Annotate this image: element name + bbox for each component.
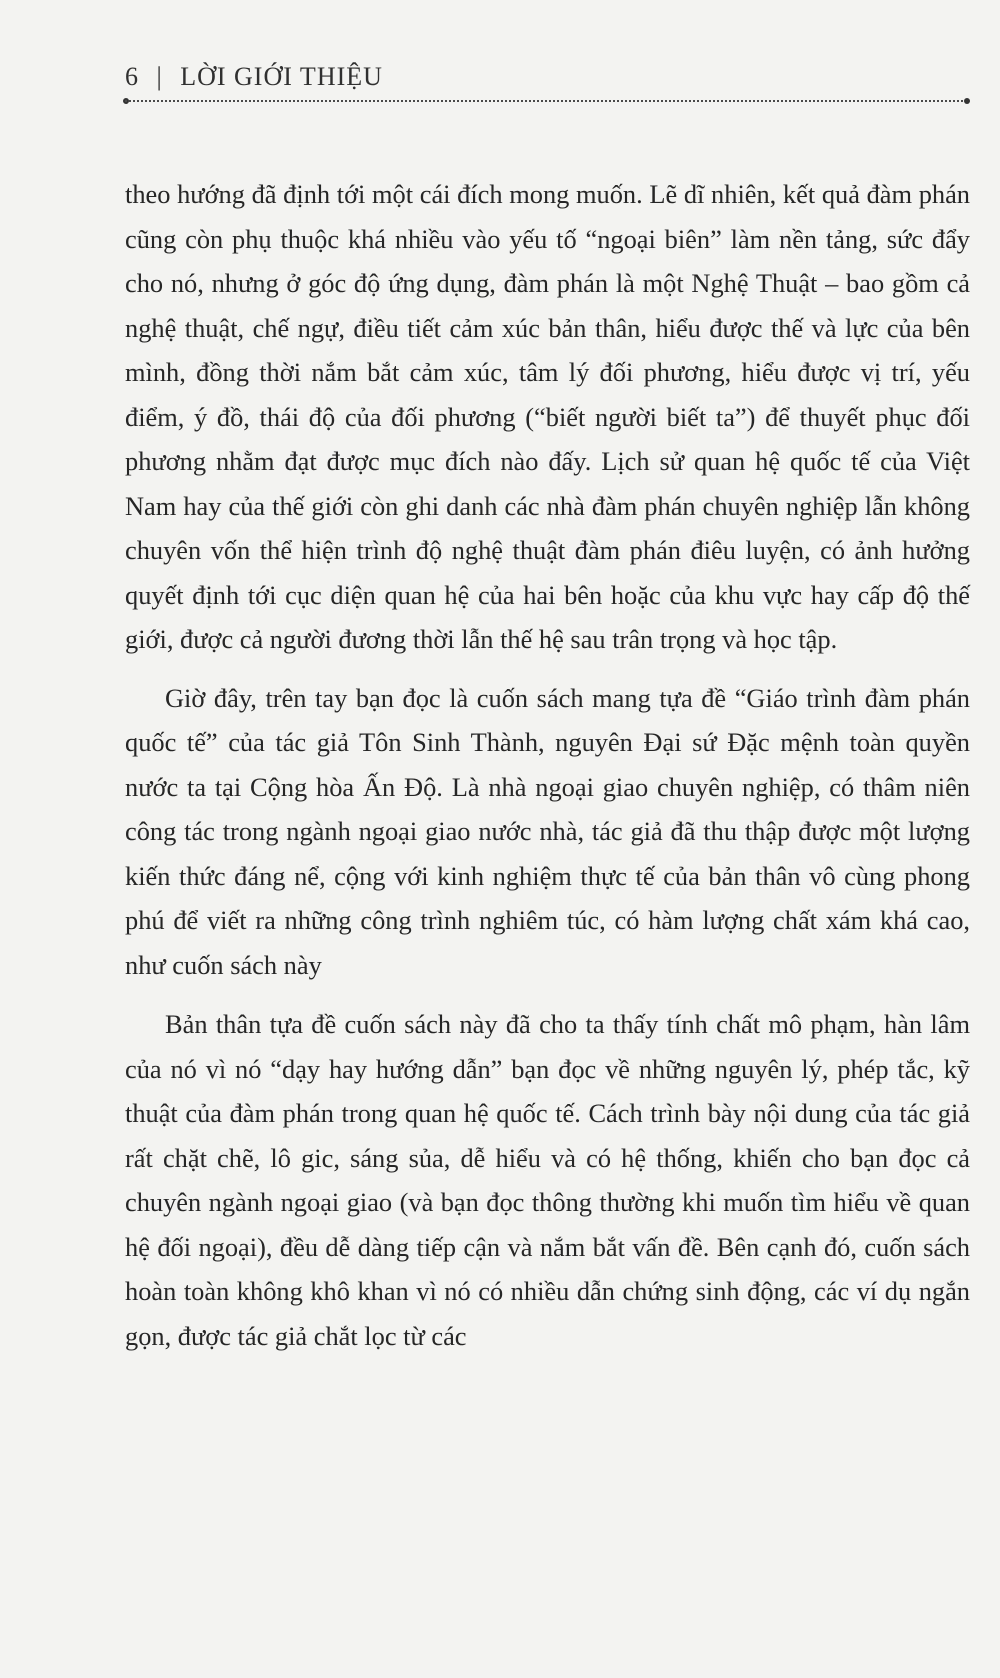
paragraph-3: Bản thân tựa đề cuốn sách này đã cho ta thấy tính chất mô phạm, hàn lâm của nó vì nó “dạy hay hướng dẫn” bạn đọc về những nguyên lý, phép tắc, kỹ thuật của đàm phán trong quan hệ quốc tế. Cách trình bày nội dung của tác giả rất chặt chẽ, lô gic, sáng sủa, dễ hiểu và có hệ thống, khiến cho bạn đọc cả chuyên ngành ngoại giao (và bạn đọc thông thường khi muốn tìm hiểu về quan hệ đối ngoại), đều dễ dàng tiếp cận và nắm bắt vấn đề. Bên cạnh đó, cuốn sách hoàn toàn không khô khan vì nó có nhiều dẫn chứng sinh động, các ví dụ ngắn gọn, được tác giả chắt lọc từ các bbox=[125, 1009, 970, 1351]
paragraph-2: Giờ đây, trên tay bạn đọc là cuốn sách mang tựa đề “Giáo trình đàm phán quốc tế” của tác giả Tôn Sinh Thành, nguyên Đại sứ Đặc mệnh toàn quyền nước ta tại Cộng hòa Ấn Độ. Là nhà ngoại giao chuyên nghiệp, có thâm niên công tác trong ngành ngoại giao nước nhà, tác giả đã thu thập được một lượng kiến thức đáng nể, cộng với kinh nghiệm thực tế của bản thân vô cùng phong phú để viết ra những công trình nghiêm túc, có hàm lượng chất xám khá cao, như cuốn sách này bbox=[125, 682, 970, 980]
header-rule-end-dot bbox=[964, 98, 970, 104]
page-number: 6 bbox=[125, 62, 139, 91]
running-header bbox=[125, 62, 975, 92]
paragraph-1: theo hướng đã định tới một cái đích mong muốn. Lẽ dĩ nhiên, kết quả đàm phán cũng còn phụ thuộc khá nhiều vào yếu tố “ngoại biên” làm nền tảng, sức đẩy cho nó, nhưng ở góc độ ứng dụng, đàm phán là một Nghệ Thuật – bao gồm cả nghệ thuật, chế ngự, điều tiết cảm xúc bản thân, hiểu được thế và lực của bên mình, đồng thời nắm bắt cảm xúc, tâm lý đối phương, hiểu được vị trí, yếu điểm, ý đồ, thái độ của đối phương (“biết người biết ta”) để thuyết phục đối phương nhằm đạt được mục đích nào đấy. Lịch sử quan hệ quốc tế của Việt Nam hay của thế giới còn ghi danh các nhà đàm phán chuyên nghiệp lẫn không chuyên vốn thể hiện trình độ nghệ thuật đàm phán điêu luyện, có ảnh hưởng quyết định tới cục diện quan hệ của hai bên hoặc của khu vực hay cấp độ thế giới, được cả người đương thời lẫn thế hệ sau trân trọng và học tập. bbox=[125, 179, 970, 654]
body-text bbox=[125, 172, 970, 1358]
section-title: LỜI GIỚI THIỆU bbox=[180, 62, 383, 91]
header-dotted-rule bbox=[125, 100, 967, 102]
header-separator: | bbox=[156, 62, 163, 91]
